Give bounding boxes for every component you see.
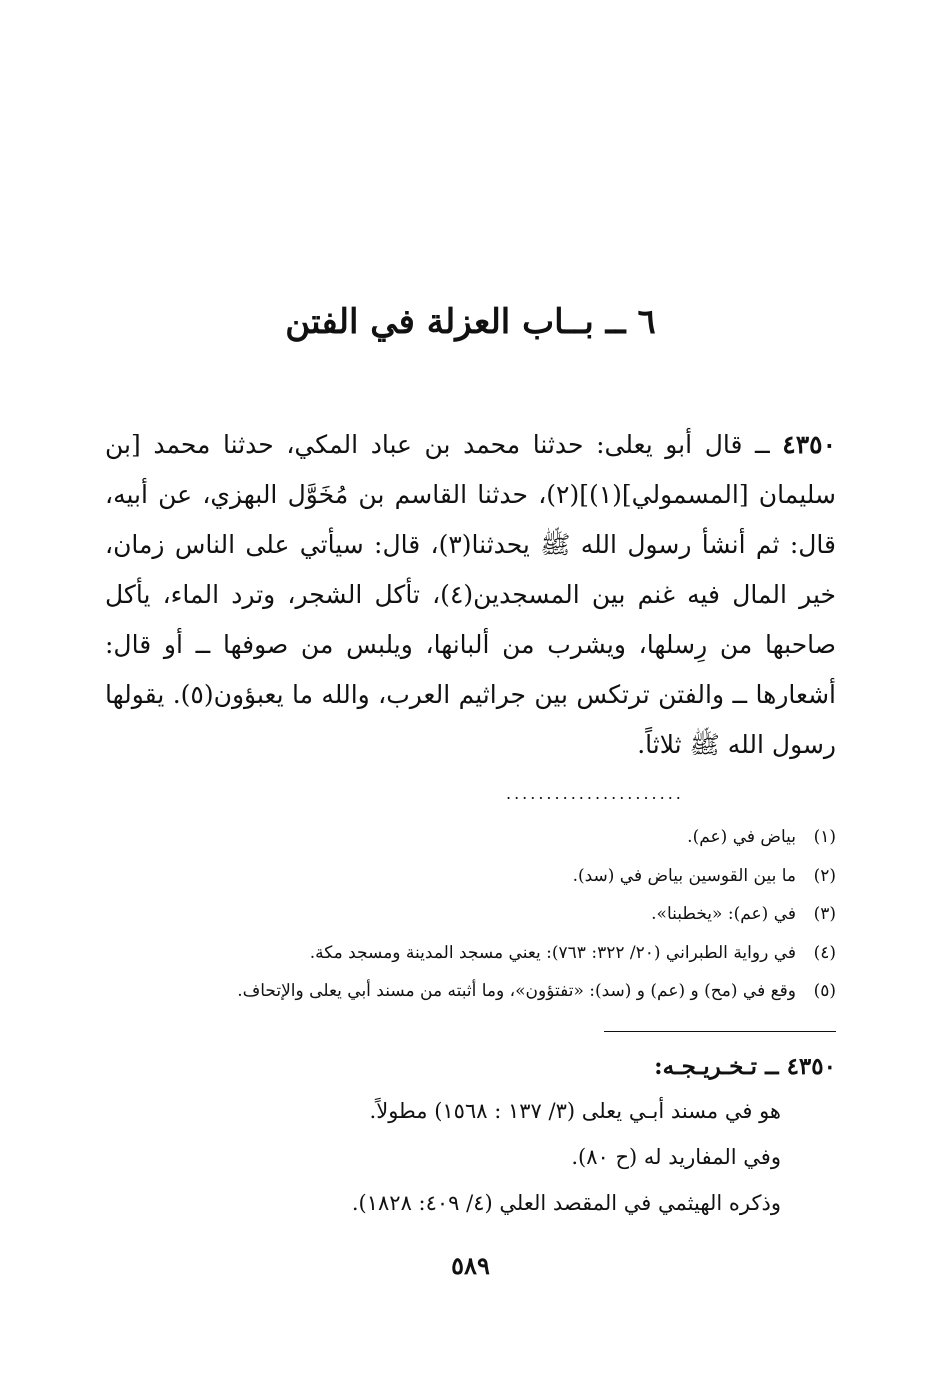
footnote-item — [105, 857, 836, 896]
hadith-text: ــ قال أبو يعلى: حدثنا محمد بن عباد المكي، حدثنا محمد [بن سليمان [المسمولي](١)](٢)، حدثنا القاسم بن مُخَوَّل البهزي، عن أبيه، قال: ثم أنشأ رسول الله ﷺ يحدثنا(٣)، قال: سيأتي على الناس زمان، خير المال فيه غنم بين المسجدين(٤)، تأكل الشجر، وترد الماء، يأكل صاحبها من رِسلها، ويشرب من ألبانها، ويلبس من صوفها ــ أو قال: أشعارها ــ والفتن ترتكس بين جراثيم العرب، والله ما يعبؤون(٥). يقولها رسول الله ﷺ ثلاثاً. — [105, 430, 836, 759]
takhrij-heading: ٤٣٥٠ ــ تـخـريـجـه: — [654, 1053, 836, 1080]
footnote-separator: ...................... — [506, 784, 684, 803]
footnote-text: في رواية الطبراني (٢٠/ ٣٢٢: ٧٦٣): يعني مسجد المدينة ومسجد مكة. — [309, 942, 796, 963]
hadith-number: ٤٣٥٠ — [782, 430, 836, 459]
chapter-title: ٦ ــ بــاب العزلة في الفتن — [285, 302, 656, 342]
takhrij-line: هو في مسند أبـي يعلى (٣/ ١٣٧ : ١٥٦٨) مطولاً. — [369, 1099, 781, 1123]
footnote-text: ما بين القوسين بياض في (سد). — [572, 865, 796, 886]
footnote-number: (١) — [813, 827, 836, 847]
takhrij-line: وذكره الهيثمي في المقصد العلي (٤/ ٤٠٩: ١٨٢٨). — [351, 1191, 781, 1215]
takhrij-line: وفي المفاريد له (ح ٨٠). — [571, 1145, 781, 1169]
footnote-item — [105, 934, 836, 973]
footnote-item — [105, 818, 836, 857]
page-number: ٥٨٩ — [451, 1251, 490, 1280]
footnote-item — [105, 895, 836, 934]
footnote-number: (٥) — [813, 981, 836, 1001]
hadith-paragraph — [105, 420, 836, 770]
section-divider — [604, 1031, 836, 1032]
footnote-text: في (عم): «يخطبنا». — [651, 904, 796, 924]
footnote-number: (٢) — [813, 865, 836, 886]
footnote-number: (٤) — [813, 942, 836, 963]
footnote-text: بياض في (عم). — [687, 827, 796, 847]
takhrij-list — [105, 1088, 781, 1226]
footnote-item — [105, 972, 836, 1011]
footnotes-list — [105, 818, 836, 1011]
footnote-number: (٣) — [813, 904, 836, 924]
footnote-text: وقع في (مح) و (عم) و (سد): «تفتؤون»، وما أثبته من مسند أبي يعلى والإتحاف. — [237, 981, 796, 1001]
